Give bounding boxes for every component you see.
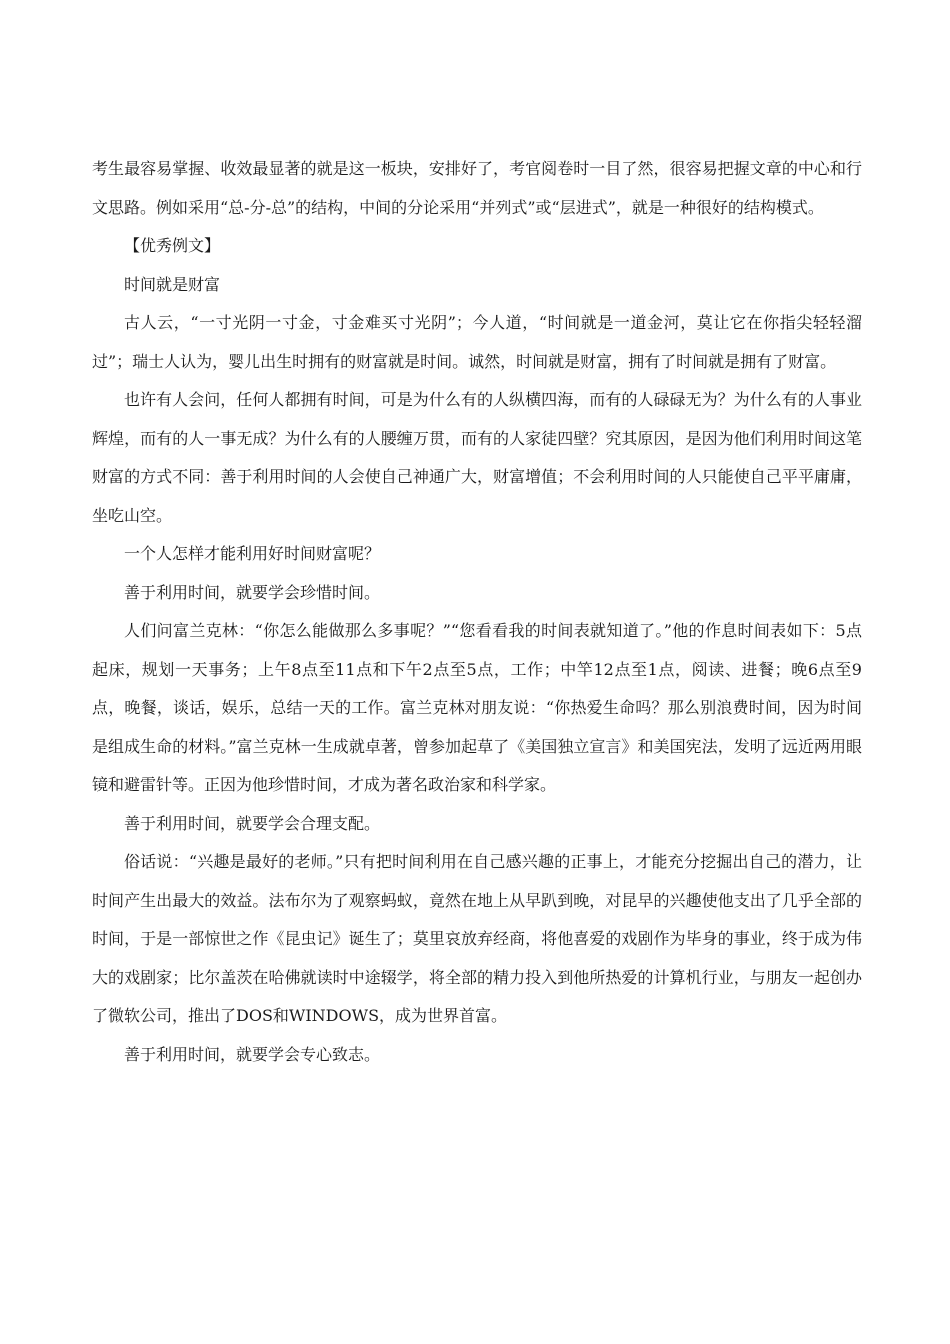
essay-title: 时间就是财富 — [124, 274, 221, 294]
essay-paragraph: 也许有人会问，任何人都拥有时间，可是为什么有的人纵横四海，而有的人碌碌无为？为什么有的人事业辉煌，而有的人一事无成？为什么有的人腰缠万贯，而有的人家徒四壁？究其原因，是因为他们利用时间这笔财富的方式不同：善于利用时间的人会使自己神通广大，财富增值；不会利用时间的人只能使自己平平庸庸，坐吃山空。 — [92, 390, 862, 525]
essay-subheading: 善于利用时间，就要学会专心致志。 — [124, 1044, 381, 1064]
section-heading: 【优秀例文】 — [124, 236, 221, 255]
document-body — [92, 150, 862, 1074]
essay-paragraph: 一个人怎样才能利用好时间财富呢？ — [124, 544, 381, 563]
essay-subheading: 善于利用时间，就要学会合理支配。 — [124, 813, 381, 833]
essay-paragraph: 俗话说：“兴趣是最好的老师。”只有把时间利用在自己感兴趣的正事上，才能充分挖掘出自己的潜力，让时间产生出最大的效益。法布尔为了观察蚂蚁，竟然在地上从早趴到晚，对昆早的兴趣使他支出了几乎全部的时间，于是一部惊世之作《昆虫记》诞生了；莫里哀放弃经商，将他喜爱的戏剧作为毕身的事业，终于成为伟大的戏剧家；比尔盖茨在哈佛就读时中途辍学，将全部的精力投入到他所热爱的计算机行业，与朋友一起创办了微软公司，推出了DOS和WINDOWS，成为世界首富。 — [92, 852, 862, 1025]
essay-paragraph: 人们问富兰克林：“你怎么能做那么多事呢？”“您看看我的时间表就知道了。”他的作息时间表如下：5点起床，规划一天事务；上午8点至11点和下午2点至5点，工作；中竿12点至1点，阅读、进餐；晚6点至9点，晚餐，谈话，娱乐，总结一天的工作。富兰克林对朋友说：“你热爱生命吗？那么别浪费时间，因为时间是组成生命的材料。”富兰克林一生成就卓著，曾参加起草了《美国独立宣言》和美国宪法，发明了远近两用眼镜和避雷针等。正因为他珍惜时间，才成为著名政治家和科学家。 — [92, 621, 862, 794]
intro-paragraph: 考生最容易掌握、收效最显著的就是这一板块，安排好了，考官阅卷时一目了然，很容易把握文章的中心和行文思路。例如采用“总-分-总”的结构，中间的分论采用“并列式”或“层进式”，就是一种很好的结构模式。 — [92, 159, 862, 217]
essay-paragraph: 古人云，“一寸光阴一寸金，寸金难买寸光阴”；今人道，“时间就是一道金河，莫让它在你指尖轻轻溜过”；瑞士人认为，婴儿出生时拥有的财富就是时间。诚然，时间就是财富，拥有了时间就是拥有了财富。 — [92, 313, 862, 371]
essay-subheading: 善于利用时间，就要学会珍惜时间。 — [124, 582, 381, 602]
